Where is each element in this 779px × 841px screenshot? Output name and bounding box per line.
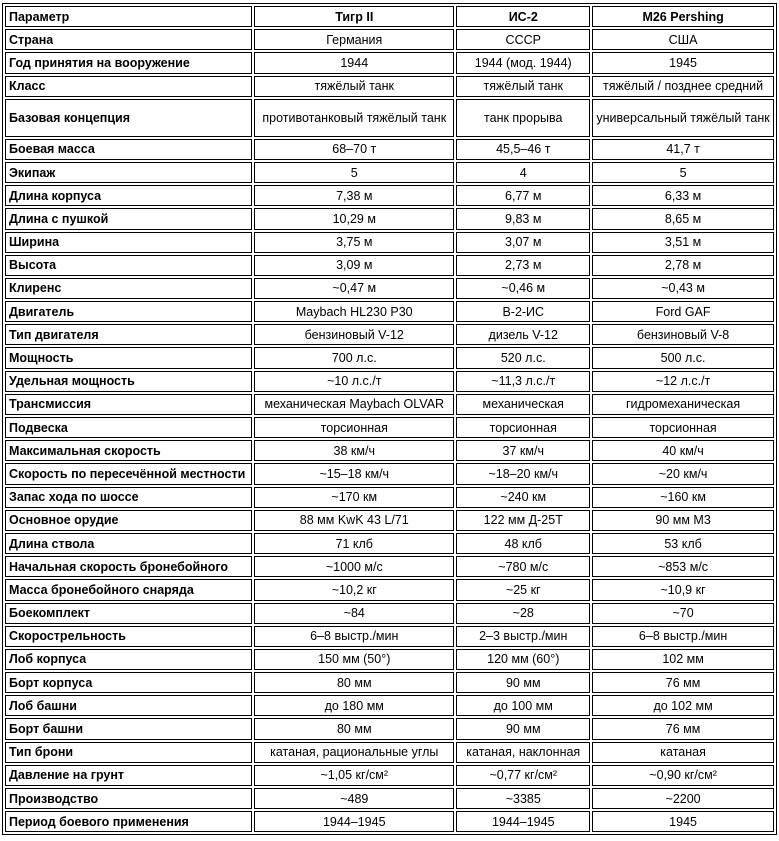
- tiger-ii-cell: ~10,2 кг: [254, 579, 454, 600]
- table-row: [5, 347, 774, 368]
- tiger-ii-cell: Maybach HL230 P30: [254, 301, 454, 322]
- tiger-ii-cell: 3,09 м: [254, 255, 454, 276]
- parameter-cell: Тип двигателя: [5, 324, 252, 345]
- is-2-cell: ~25 кг: [456, 579, 590, 600]
- m26-pershing-cell: универсальный тяжёлый танк: [592, 99, 774, 137]
- tiger-ii-cell: ~1000 м/с: [254, 556, 454, 577]
- table-row: [5, 533, 774, 554]
- parameter-cell: Масса бронебойного снаряда: [5, 579, 252, 600]
- parameter-cell: Класс: [5, 76, 252, 97]
- tiger-ii-cell: бензиновый V-12: [254, 324, 454, 345]
- is-2-cell: 90 мм: [456, 718, 590, 739]
- is-2-cell: 1944–1945: [456, 811, 590, 832]
- parameter-cell: Страна: [5, 29, 252, 50]
- parameter-cell: Тип брони: [5, 742, 252, 763]
- m26-pershing-cell: ~20 км/ч: [592, 463, 774, 484]
- m26-pershing-cell: тяжёлый / позднее средний: [592, 76, 774, 97]
- parameter-cell: Клиренс: [5, 278, 252, 299]
- m26-pershing-cell: 1945: [592, 811, 774, 832]
- parameter-cell: Запас хода по шоссе: [5, 487, 252, 508]
- table-row: [5, 765, 774, 786]
- parameter-cell: Трансмиссия: [5, 394, 252, 415]
- is-2-cell: механическая: [456, 394, 590, 415]
- is-2-cell: дизель V-12: [456, 324, 590, 345]
- parameter-cell: Лоб башни: [5, 695, 252, 716]
- parameter-cell: Высота: [5, 255, 252, 276]
- m26-pershing-cell: 500 л.с.: [592, 347, 774, 368]
- tiger-ii-cell: 71 клб: [254, 533, 454, 554]
- is-2-cell: ~0,46 м: [456, 278, 590, 299]
- is-2-cell: 6,77 м: [456, 185, 590, 206]
- is-2-cell: катаная, наклонная: [456, 742, 590, 763]
- table-row: [5, 672, 774, 693]
- is-2-cell: торсионная: [456, 417, 590, 438]
- table-row: [5, 510, 774, 531]
- tiger-ii-cell: тяжёлый танк: [254, 76, 454, 97]
- parameter-cell: Ширина: [5, 232, 252, 253]
- table-row: [5, 695, 774, 716]
- m26-pershing-cell: 41,7 т: [592, 139, 774, 160]
- m26-pershing-cell: 90 мм M3: [592, 510, 774, 531]
- parameter-cell: Боевая масса: [5, 139, 252, 160]
- tiger-ii-cell: 68–70 т: [254, 139, 454, 160]
- is-2-cell: 120 мм (60°): [456, 649, 590, 670]
- parameter-cell: Борт башни: [5, 718, 252, 739]
- tiger-ii-cell: 700 л.с.: [254, 347, 454, 368]
- tiger-ii-cell: ~170 км: [254, 487, 454, 508]
- parameter-cell: Длина ствола: [5, 533, 252, 554]
- m26-pershing-cell: ~0,90 кг/см²: [592, 765, 774, 786]
- is-2-cell: 520 л.с.: [456, 347, 590, 368]
- is-2-cell: 1944 (мод. 1944): [456, 52, 590, 73]
- m26-pershing-cell: гидромеханическая: [592, 394, 774, 415]
- is-2-cell: ~780 м/с: [456, 556, 590, 577]
- parameter-cell: Длина корпуса: [5, 185, 252, 206]
- table-row: [5, 718, 774, 739]
- m26-pershing-cell: до 102 мм: [592, 695, 774, 716]
- table-row: [5, 811, 774, 832]
- m26-pershing-cell: 8,65 м: [592, 208, 774, 229]
- table-row: [5, 99, 774, 137]
- is-2-cell: ~18–20 км/ч: [456, 463, 590, 484]
- tiger-ii-cell: ~84: [254, 603, 454, 624]
- is-2-cell: 122 мм Д-25Т: [456, 510, 590, 531]
- m26-pershing-cell: торсионная: [592, 417, 774, 438]
- is-2-cell: 45,5–46 т: [456, 139, 590, 160]
- m26-pershing-cell: 2,78 м: [592, 255, 774, 276]
- parameter-cell: Базовая концепция: [5, 99, 252, 137]
- m26-pershing-cell: ~70: [592, 603, 774, 624]
- tiger-ii-cell: противотанковый тяжёлый танк: [254, 99, 454, 137]
- m26-pershing-cell: ~10,9 кг: [592, 579, 774, 600]
- table-row: [5, 440, 774, 461]
- table-row: [5, 301, 774, 322]
- is-2-cell: ~3385: [456, 788, 590, 809]
- table-body: [5, 29, 774, 832]
- parameter-cell: Боекомплект: [5, 603, 252, 624]
- is-2-cell: 4: [456, 162, 590, 183]
- parameter-cell: Длина с пушкой: [5, 208, 252, 229]
- tiger-ii-cell: 80 мм: [254, 672, 454, 693]
- parameter-cell: Максимальная скорость: [5, 440, 252, 461]
- parameter-cell: Начальная скорость бронебойного: [5, 556, 252, 577]
- table-row: [5, 162, 774, 183]
- table-row: [5, 76, 774, 97]
- table-row: [5, 278, 774, 299]
- table-row: [5, 232, 774, 253]
- tiger-ii-cell: ~15–18 км/ч: [254, 463, 454, 484]
- tiger-ii-cell: 1944–1945: [254, 811, 454, 832]
- m26-pershing-cell: 3,51 м: [592, 232, 774, 253]
- parameter-cell: Двигатель: [5, 301, 252, 322]
- table-row: [5, 649, 774, 670]
- tiger-ii-cell: 88 мм KwK 43 L/71: [254, 510, 454, 531]
- tiger-ii-cell: ~1,05 кг/см²: [254, 765, 454, 786]
- table-row: [5, 626, 774, 647]
- m26-pershing-cell: 40 км/ч: [592, 440, 774, 461]
- m26-pershing-cell: 76 мм: [592, 672, 774, 693]
- tiger-ii-cell: 5: [254, 162, 454, 183]
- header-row: [5, 6, 774, 27]
- header-m26-pershing: M26 Pershing: [592, 6, 774, 27]
- is-2-cell: ~240 км: [456, 487, 590, 508]
- table-row: [5, 208, 774, 229]
- table-row: [5, 417, 774, 438]
- table-row: [5, 324, 774, 345]
- is-2-cell: ~0,77 кг/см²: [456, 765, 590, 786]
- m26-pershing-cell: ~12 л.с./т: [592, 371, 774, 392]
- table-row: [5, 579, 774, 600]
- m26-pershing-cell: 102 мм: [592, 649, 774, 670]
- is-2-cell: танк прорыва: [456, 99, 590, 137]
- parameter-cell: Лоб корпуса: [5, 649, 252, 670]
- tiger-ii-cell: 80 мм: [254, 718, 454, 739]
- m26-pershing-cell: ~160 км: [592, 487, 774, 508]
- table-row: [5, 52, 774, 73]
- parameter-cell: Борт корпуса: [5, 672, 252, 693]
- table-row: [5, 371, 774, 392]
- parameter-cell: Давление на грунт: [5, 765, 252, 786]
- m26-pershing-cell: 6,33 м: [592, 185, 774, 206]
- parameter-cell: Производство: [5, 788, 252, 809]
- m26-pershing-cell: Ford GAF: [592, 301, 774, 322]
- parameter-cell: Подвеска: [5, 417, 252, 438]
- is-2-cell: 2,73 м: [456, 255, 590, 276]
- parameter-cell: Период боевого применения: [5, 811, 252, 832]
- table-row: [5, 185, 774, 206]
- parameter-cell: Основное орудие: [5, 510, 252, 531]
- is-2-cell: 37 км/ч: [456, 440, 590, 461]
- parameter-cell: Мощность: [5, 347, 252, 368]
- table-row: [5, 556, 774, 577]
- is-2-cell: 48 клб: [456, 533, 590, 554]
- parameter-cell: Год принятия на вооружение: [5, 52, 252, 73]
- table-row: [5, 29, 774, 50]
- table-row: [5, 603, 774, 624]
- parameter-cell: Скорость по пересечённой местности: [5, 463, 252, 484]
- tiger-ii-cell: торсионная: [254, 417, 454, 438]
- tiger-ii-cell: ~10 л.с./т: [254, 371, 454, 392]
- comparison-table: [2, 3, 777, 835]
- tiger-ii-cell: ~489: [254, 788, 454, 809]
- table-row: [5, 139, 774, 160]
- table-row: [5, 742, 774, 763]
- tiger-ii-cell: катаная, рациональные углы: [254, 742, 454, 763]
- header-is-2: ИС-2: [456, 6, 590, 27]
- is-2-cell: тяжёлый танк: [456, 76, 590, 97]
- is-2-cell: В-2-ИС: [456, 301, 590, 322]
- m26-pershing-cell: 5: [592, 162, 774, 183]
- m26-pershing-cell: 76 мм: [592, 718, 774, 739]
- tiger-ii-cell: 10,29 м: [254, 208, 454, 229]
- header-tiger-ii: Тигр II: [254, 6, 454, 27]
- table-row: [5, 788, 774, 809]
- parameter-cell: Удельная мощность: [5, 371, 252, 392]
- m26-pershing-cell: 6–8 выстр./мин: [592, 626, 774, 647]
- m26-pershing-cell: катаная: [592, 742, 774, 763]
- m26-pershing-cell: 1945: [592, 52, 774, 73]
- table-row: [5, 463, 774, 484]
- table-row: [5, 394, 774, 415]
- parameter-cell: Скорострельность: [5, 626, 252, 647]
- m26-pershing-cell: ~2200: [592, 788, 774, 809]
- tiger-ii-cell: 38 км/ч: [254, 440, 454, 461]
- tiger-ii-cell: 3,75 м: [254, 232, 454, 253]
- is-2-cell: до 100 мм: [456, 695, 590, 716]
- tiger-ii-cell: 1944: [254, 52, 454, 73]
- m26-pershing-cell: ~0,43 м: [592, 278, 774, 299]
- is-2-cell: 9,83 м: [456, 208, 590, 229]
- is-2-cell: 3,07 м: [456, 232, 590, 253]
- tiger-ii-cell: механическая Maybach OLVAR: [254, 394, 454, 415]
- m26-pershing-cell: 53 клб: [592, 533, 774, 554]
- tiger-ii-cell: Германия: [254, 29, 454, 50]
- is-2-cell: 90 мм: [456, 672, 590, 693]
- tiger-ii-cell: 7,38 м: [254, 185, 454, 206]
- is-2-cell: ~11,3 л.с./т: [456, 371, 590, 392]
- is-2-cell: 2–3 выстр./мин: [456, 626, 590, 647]
- m26-pershing-cell: ~853 м/с: [592, 556, 774, 577]
- tiger-ii-cell: до 180 мм: [254, 695, 454, 716]
- is-2-cell: ~28: [456, 603, 590, 624]
- tiger-ii-cell: ~0,47 м: [254, 278, 454, 299]
- parameter-cell: Экипаж: [5, 162, 252, 183]
- header-parameter: Параметр: [5, 6, 252, 27]
- table-row: [5, 255, 774, 276]
- table-row: [5, 487, 774, 508]
- tiger-ii-cell: 150 мм (50°): [254, 649, 454, 670]
- tiger-ii-cell: 6–8 выстр./мин: [254, 626, 454, 647]
- is-2-cell: СССР: [456, 29, 590, 50]
- m26-pershing-cell: бензиновый V-8: [592, 324, 774, 345]
- m26-pershing-cell: США: [592, 29, 774, 50]
